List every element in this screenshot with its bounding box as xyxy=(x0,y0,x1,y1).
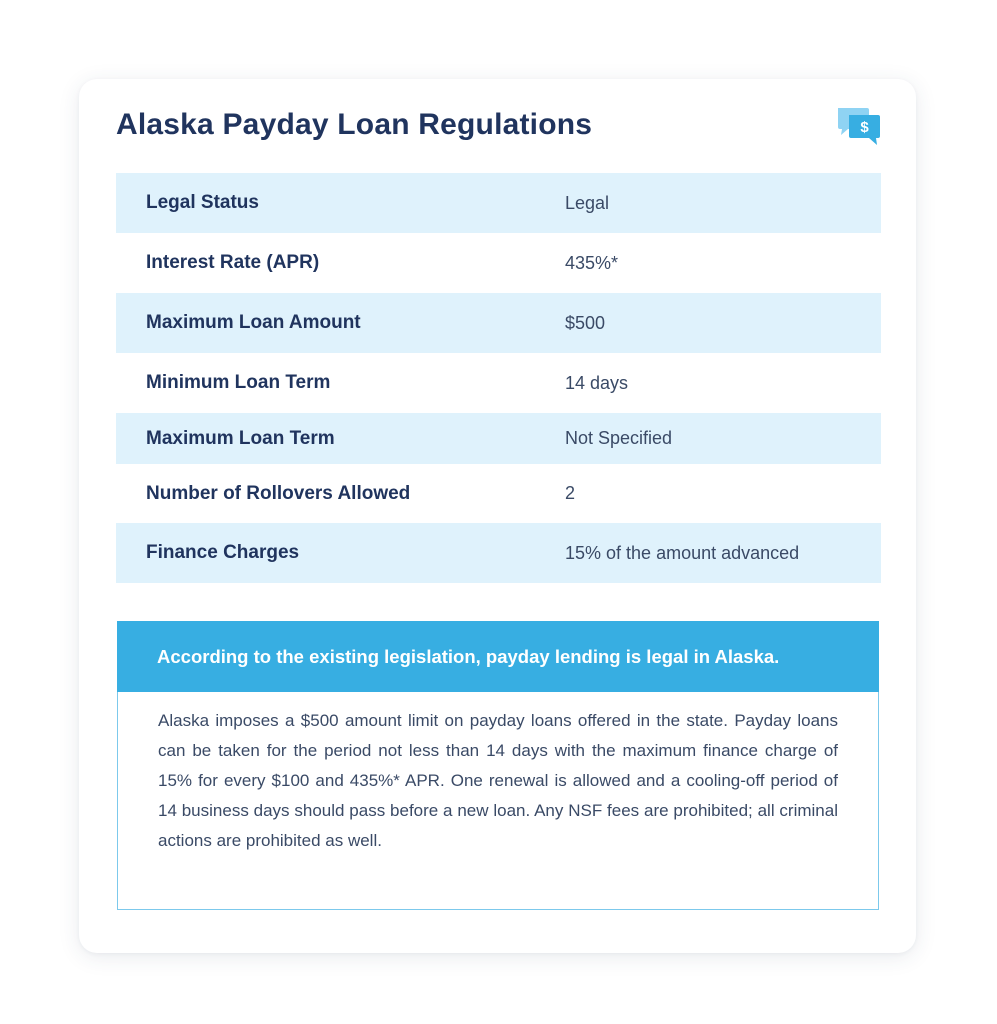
row-label: Interest Rate (APR) xyxy=(146,252,320,273)
row-value: 14 days xyxy=(565,372,629,393)
row-value: Legal xyxy=(565,192,610,213)
row-value: $500 xyxy=(565,312,606,333)
table-row xyxy=(116,173,881,233)
row-value: Not Specified xyxy=(565,428,673,448)
row-label: Maximum Loan Term xyxy=(146,427,335,449)
page-title: Alaska Payday Loan Regulations xyxy=(116,108,593,141)
row-value: 435%* xyxy=(565,252,619,273)
table-row xyxy=(116,353,881,413)
row-label: Maximum Loan Amount xyxy=(146,312,361,333)
table-row xyxy=(116,523,881,583)
summary-text: Alaska imposes a $500 amount limit on payday loans offered in the state. Payday loans can be taken for the period not less than 14 days with the maximum finance charge of 15% for every $100 and 435%* APR. One renewal is allowed and a cooling-off period of 14 business days should pass before a new loan. Any NSF fees are prohibited; all criminal actions are prohibited as well. xyxy=(158,711,838,850)
row-value: 15% of the amount advanced xyxy=(565,542,800,563)
table-row xyxy=(116,233,881,293)
regulations-card xyxy=(79,79,916,953)
row-label: Number of Rollovers Allowed xyxy=(146,482,411,504)
row-value: 2 xyxy=(565,483,576,503)
summary-heading: According to the existing legislation, payday lending is legal in Alaska. xyxy=(117,621,879,692)
row-label: Finance Charges xyxy=(146,542,300,563)
regulations-table xyxy=(116,173,881,583)
row-label: Legal Status xyxy=(146,192,259,213)
table-row xyxy=(116,464,881,523)
table-row xyxy=(116,293,881,353)
row-label: Minimum Loan Term xyxy=(146,372,331,393)
svg-text:$: $ xyxy=(860,119,869,136)
table-row xyxy=(116,413,881,464)
summary-box xyxy=(117,621,879,910)
chat-bubbles-dollar-icon xyxy=(836,105,882,147)
